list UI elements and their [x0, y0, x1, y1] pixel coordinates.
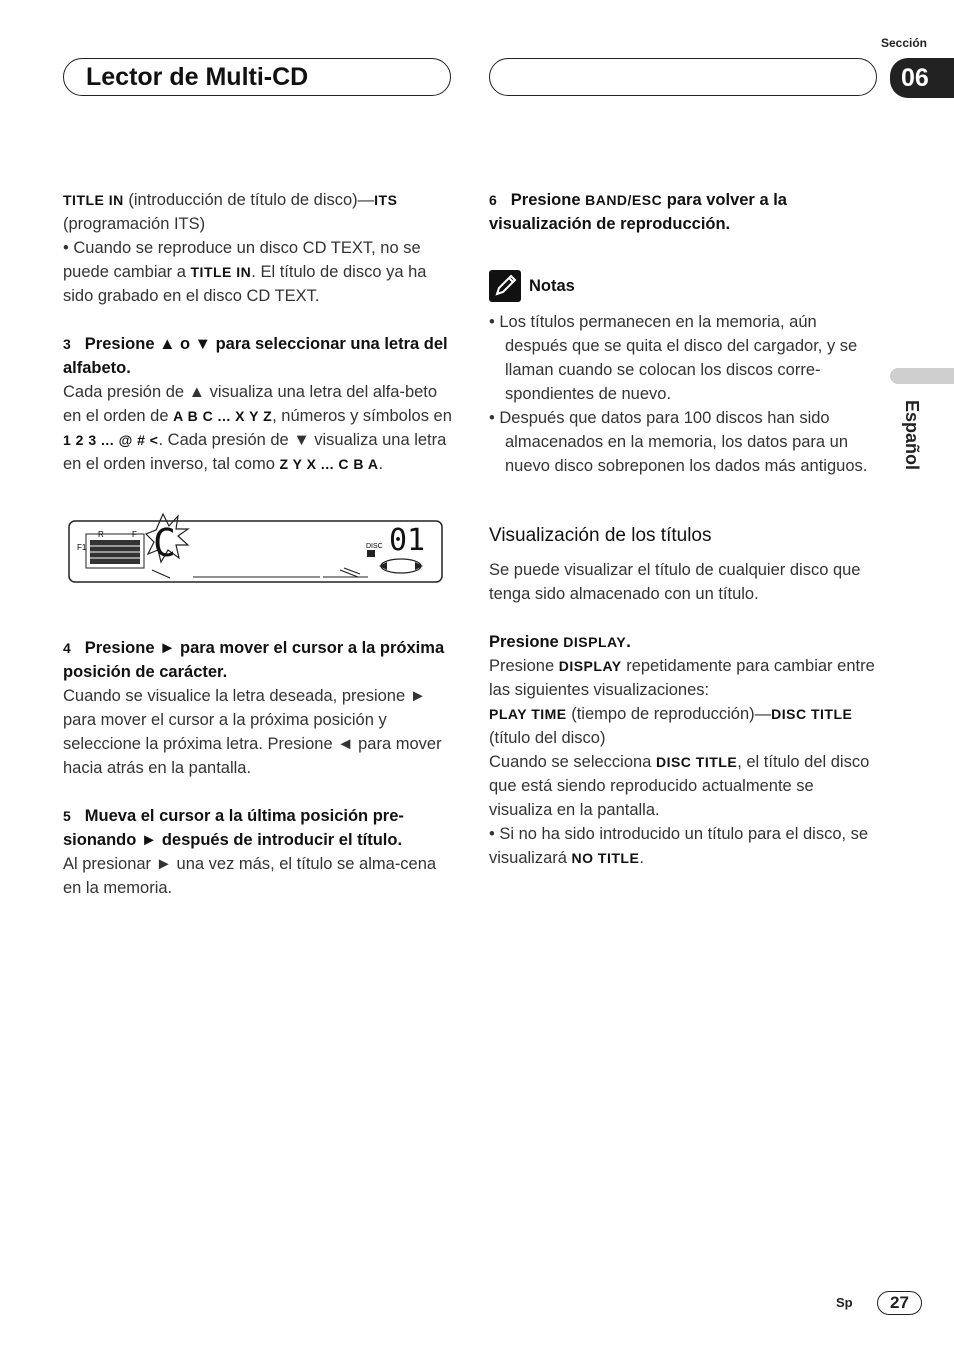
- text: (tiempo de reproducción)—: [566, 705, 772, 723]
- text: Presione: [489, 633, 564, 651]
- lcd-f1-label: F1: [77, 543, 87, 552]
- text: (programación ITS): [63, 215, 206, 233]
- title-in-line: [63, 188, 453, 236]
- press-display-heading: [489, 630, 879, 654]
- step-number: 4: [63, 640, 71, 656]
- text: .: [626, 633, 631, 651]
- step-title: Mueva el cursor a la última posición pre-sionando ► después de introducir el título.: [63, 807, 404, 849]
- section-label: Sección: [880, 36, 927, 50]
- lcd-display-illustration: [68, 512, 443, 584]
- disc-title-description: [489, 750, 879, 822]
- text: , números y símbolos en: [272, 407, 452, 425]
- text: Cada presión de ▲ visualiza una letra del alfa-beto en el orden de: [63, 383, 438, 425]
- text: repetidamente para cambiar entre las siguientes visualizaciones:: [489, 657, 875, 699]
- step-number: 5: [63, 808, 71, 824]
- display-instructions: [489, 654, 879, 702]
- footer-language: Sp: [836, 1295, 853, 1310]
- section-heading: Visualización de los títulos: [489, 525, 712, 546]
- step-number: 6: [489, 192, 497, 208]
- text: Presione: [510, 191, 586, 209]
- band-esc-key: BAND/ESC: [585, 192, 663, 208]
- text: . Cada presión de ▼ visualiza una letra en el orden inverso, tal como: [63, 431, 447, 473]
- lcd-f-label: F: [132, 530, 137, 539]
- text: (título del disco): [489, 729, 606, 747]
- step-4-heading: [63, 636, 453, 684]
- lcd-disc-number: 01: [389, 523, 426, 558]
- note-item: • Los títulos permanecen en la memoria, aún después que se quita el disco del cargador, y se llaman cuando se colocan los discos corre-spondientes de nuevo.: [489, 313, 858, 403]
- step-3-heading: [63, 332, 453, 380]
- lcd-disc-label: DISC: [366, 543, 383, 550]
- sequence-term: 1 2 3 ... @ # <: [63, 432, 159, 448]
- text: (introducción de título de disco)—: [123, 191, 375, 209]
- its-term: ITS: [374, 192, 398, 208]
- step-5-body: Al presionar ► una vez más, el título se alma-cena en la memoria.: [63, 855, 437, 897]
- text: .: [378, 455, 384, 473]
- intro-text: Se puede visualizar el título de cualquier disco que tenga sido almacenado con un título.: [489, 561, 861, 603]
- note-item: • Después que datos para 100 discos han sido almacenados en la memoria, los datos para un nuevo disco sobreponen los dados más antiguos.: [489, 409, 868, 475]
- no-title-note: [489, 822, 879, 870]
- step-4-body: Cuando se visualice la letra deseada, presione ► para mover el cursor a la próxima posición y seleccione la próxima letra. Presione ◄ para mover hacia atrás en la pantalla.: [63, 687, 442, 777]
- text: para volver a la visualización de reproducción.: [489, 191, 787, 233]
- text: Presione: [489, 657, 559, 675]
- no-title-term: NO TITLE: [571, 850, 640, 866]
- step-title: Presione ▲ o ▼ para seleccionar una letra del alfabeto.: [63, 335, 448, 377]
- lcd-r-label: R: [98, 530, 104, 539]
- title-in-term: TITLE IN: [190, 264, 252, 280]
- pencil-note-icon: [489, 270, 521, 302]
- text: Cuando se selecciona: [489, 753, 656, 771]
- step-5-heading: [63, 804, 453, 852]
- text: , el título del disco que está siendo reproducido actualmente se visualiza en la pantalla.: [489, 753, 870, 819]
- display-key: DISPLAY: [563, 634, 627, 650]
- text: • Cuando se reproduce un disco CD TEXT, no se puede cambiar a: [63, 239, 421, 281]
- step-title: Presione ► para mover el cursor a la próxima posición de carácter.: [63, 639, 445, 681]
- header-title-box: [63, 58, 451, 96]
- text: . El título de disco ya ha sido grabado en el disco CD TEXT.: [63, 263, 427, 305]
- step-number: 3: [63, 336, 71, 352]
- header-empty-box: [489, 58, 877, 96]
- right-column: [489, 188, 879, 870]
- notes-heading: [489, 270, 879, 302]
- lcd-display-svg: [68, 512, 443, 584]
- text: .: [639, 849, 644, 867]
- step-6-heading: [489, 188, 879, 236]
- section-number: 06: [890, 58, 954, 98]
- sequence-term: A B C ... X Y Z: [173, 408, 273, 424]
- left-column-lower: [63, 636, 453, 900]
- page-number: 27: [877, 1291, 922, 1315]
- step-3-body: [63, 380, 453, 476]
- left-column: [63, 188, 453, 476]
- side-tab-label: Español: [902, 400, 922, 471]
- cd-text-note: [63, 236, 453, 308]
- side-tab-bar: [890, 368, 954, 384]
- disc-title-term: DISC TITLE: [771, 706, 853, 722]
- lcd-character: C: [153, 521, 176, 565]
- display-modes: [489, 702, 879, 750]
- sequence-term: Z Y X ... C B A: [279, 456, 379, 472]
- title-in-term: TITLE IN: [63, 192, 124, 208]
- side-tab-language: [898, 400, 924, 490]
- text: • Si no ha sido introducido un título para el disco, se visualizará: [489, 825, 869, 867]
- disc-title-term: DISC TITLE: [655, 754, 738, 770]
- display-key: DISPLAY: [558, 658, 622, 674]
- play-time-term: PLAY TIME: [489, 706, 567, 722]
- page-title: Lector de Multi-CD: [86, 63, 309, 91]
- notes-title: Notas: [529, 277, 575, 295]
